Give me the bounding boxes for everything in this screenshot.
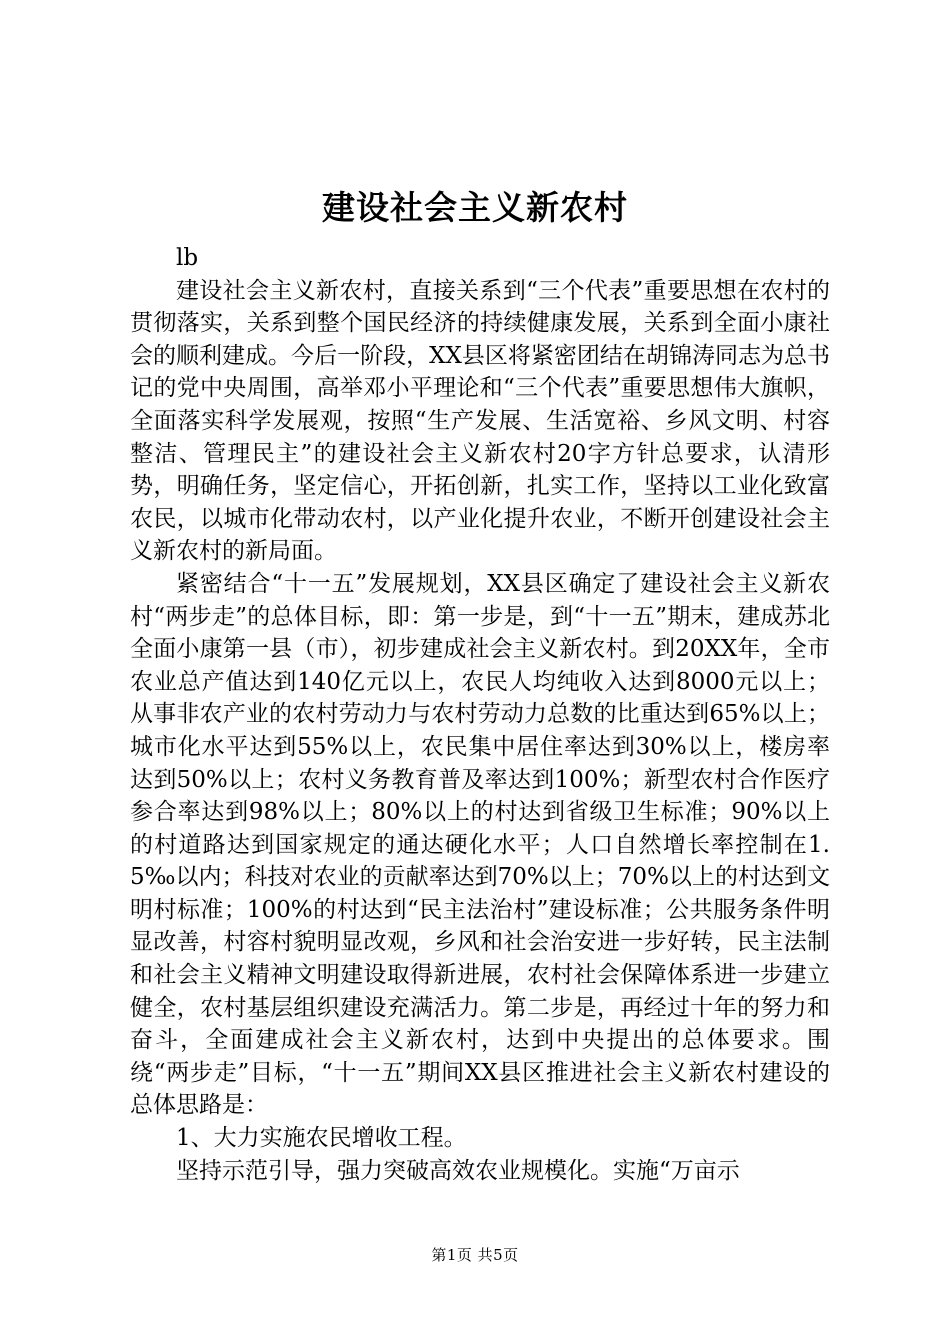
paragraph: lb — [176, 245, 199, 271]
paragraph: 建设社会主义新农村，直接关系到“三个代表”重要思想在农村的贯彻落实，关系到整个国民经济的持续健康发展，关系到全面小康社会的顺利建成。今后一阶段，XX县区将紧密团结在胡锦涛同志为总书记的党中央周围，高举邓小平理论和“三个代表”重要思想伟大旗帜，全面落实科学发展观，按照“生产发展、生活宽裕、乡风文明、村容整洁、管理民主”的建设社会主义新农村20字方针总要求，认清形势，明确任务，坚定信心，开拓创新，扎实工作，坚持以工业化致富农民，以城市化带动农村，以产业化提升农业，不断开创建设社会主义新农村的新局面。 — [130, 277, 830, 565]
paragraph: 1、大力实施农民增收工程。 — [176, 1125, 467, 1152]
document-title: 建设社会主义新农村 — [322, 188, 628, 227]
document-body — [130, 242, 830, 1187]
page-footer: 第1页 共5页 — [431, 1246, 519, 1264]
paragraph: 坚持示范引导，强力突破高效农业规模化。实施“万亩示 — [176, 1157, 740, 1184]
paragraph: 紧密结合“十一五”发展规划，XX县区确定了建设社会主义新农村“两步走”的总体目标，即：第一步是，到“十一五”期末，建成苏北全面小康第一县（市），初步建成社会主义新农村。到20XX年，全市农业总产值达到140亿元以上，农民人均纯收入达到8000元以上；从事非农产业的农村劳动力与农村劳动力总数的比重达到65%以上；城市化水平达到55%以上，农民集中居住率达到30%以上，楼房率达到50%以上；农村义务教育普及率达到100%；新型农村合作医疗参合率达到98%以上；80%以上的村达到省级卫生标准；90%以上的村道路达到国家规定的通达硬化水平；人口自然增长率控制在1.5‰以内；科技对农业的贡献率达到70%以上；70%以上的村达到文明村标准；100%的村达到“民主法治村”建设标准；公共服务条件明显改善，村容村貌明显改观，乡风和社会治安进一步好转，民主法制和社会主义精神文明建设取得新进展，农村社会保障体系进一步建立健全，农村基层组织建设充满活力。第二步是，再经过十年的努力和奋斗，全面建成社会主义新农村，达到中央提出的总体要求。围绕“两步走”目标，“十一五”期间XX县区推进社会主义新农村建设的总体思路是： — [130, 570, 830, 1119]
